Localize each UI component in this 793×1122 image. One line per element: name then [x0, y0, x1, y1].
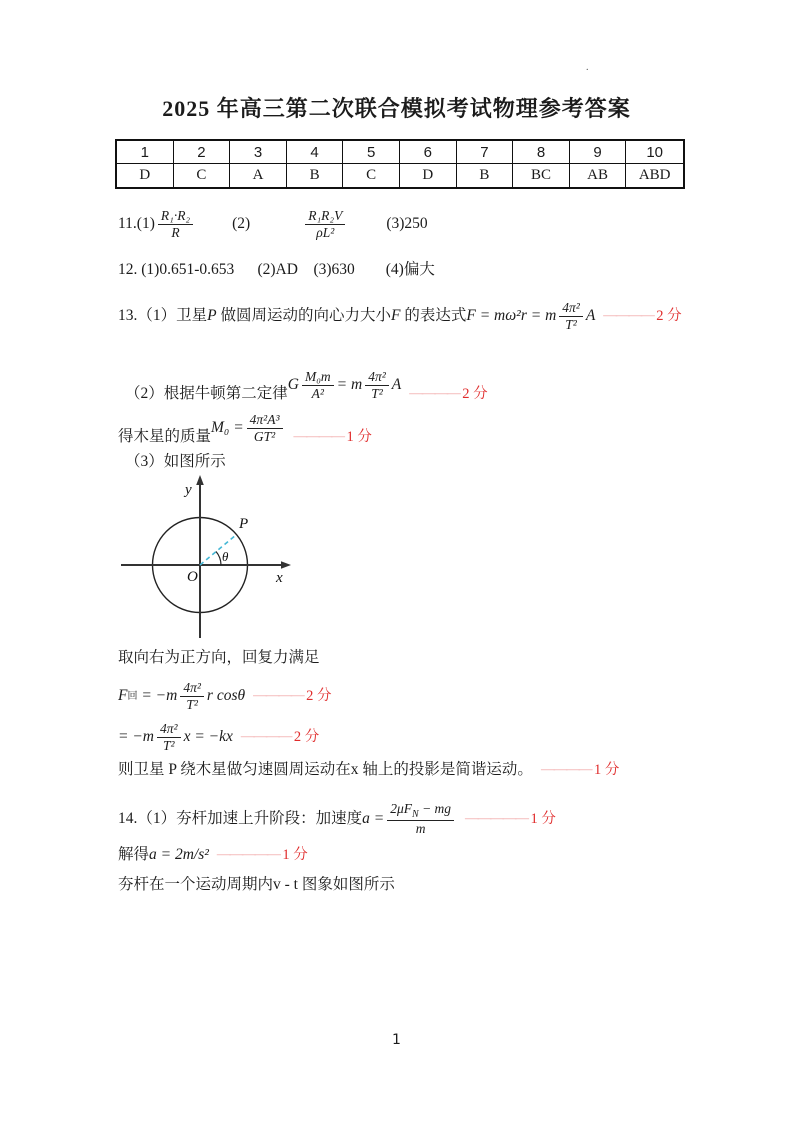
answer-table-header-cell: 10: [626, 141, 683, 164]
q13-restoring-text: 取向右为正方向，回复力满足: [118, 649, 320, 666]
answer-table-answer-cell: B: [287, 164, 344, 187]
radius-dashed-line: [200, 535, 237, 566]
answer-table-answer-cell: C: [343, 164, 400, 187]
score-dashes: ————: [540, 761, 591, 777]
answer-table-answer-cell: B: [457, 164, 514, 187]
q13-conclusion-text: 则卫星 P 绕木星做匀速圆周运动在x 轴上的投影是简谐运动。: [118, 761, 533, 778]
answer-table-answer-cell: D: [117, 164, 174, 187]
q11-line: [118, 200, 428, 248]
score-dashes: —————: [216, 846, 280, 862]
fraction: $\frac{\text{4π²}}{\text{T²}}$: [559, 300, 583, 332]
acceleration-equation-lhs: a =: [362, 809, 385, 827]
orbit-diagram: [115, 474, 295, 642]
q14-part1-text: 14.（1）夯杆加速上升阶段：加速度: [118, 809, 363, 827]
q13-conclusion-line: [118, 760, 619, 780]
fraction: $\frac{\text{M₀m}}{\text{A²}}$: [302, 369, 334, 401]
answer-table-header-cell: 8: [513, 141, 570, 164]
restoring-force-equation-rhs: r cosθ: [206, 686, 246, 704]
force-equation2-lhs: = −m: [118, 727, 154, 745]
restoring-force-equation: = −m: [137, 686, 178, 704]
score-badge: 1 分: [346, 428, 372, 445]
fraction: $\frac{\text{4π²}}{\text{T²}}$: [157, 721, 181, 753]
answer-table-header-row: [117, 141, 683, 164]
answer-table-header-cell: 6: [400, 141, 457, 164]
page-number: 1: [392, 1032, 401, 1048]
score-badge: 1 分: [593, 761, 620, 778]
y-axis-label: y: [185, 482, 192, 498]
subscript-n: N: [412, 808, 419, 820]
q13-part1-line: [118, 296, 682, 336]
q13-force-equation2-line: [118, 716, 319, 758]
q12-line: 12. (1)0.651-0.653 (2)AD (3)630 (4)偏大: [118, 261, 435, 278]
acceleration-result-equation: a = 2m/s²: [149, 846, 209, 863]
score-dashes: ————: [293, 428, 344, 444]
x-axis-arrow-icon: [281, 561, 291, 569]
jupiter-mass-equation: M₀ = $\frac{\text{4π²A³}}{\text{GT²}}$: [211, 412, 286, 444]
answer-table-header-cell: 5: [343, 141, 400, 164]
score-dashes: ————: [409, 385, 460, 401]
answer-table-answer-cell: A: [230, 164, 287, 187]
restoring-force-subscript: 回: [127, 690, 138, 702]
score-badge: 2 分: [656, 307, 682, 324]
fraction: $\frac{\text{R₁R₂V}}{\text{ρL²}}$: [305, 208, 345, 240]
numerator-part: 2μF: [390, 800, 413, 816]
x-axis-label: x: [276, 570, 283, 586]
answer-table-header-cell: 1: [117, 141, 174, 164]
answer-table-header-cell: 3: [230, 141, 287, 164]
q11-part3: (3)250: [386, 214, 428, 232]
centripetal-force-equation: F = mω²r = m: [466, 306, 557, 324]
answer-table-answer-cell: BC: [513, 164, 570, 187]
answer-table-header-cell: 4: [287, 141, 344, 164]
y-axis-arrow-icon: [196, 475, 204, 485]
fraction: $\frac{2\mu F_N - mg}{m}$: [387, 801, 454, 837]
q14-vt-text: 夯杆在一个运动周期内v - t 图象如图所示: [118, 876, 395, 893]
newton-second-law-equation: G $\frac{\text{M₀m}}{\text{A²}}$ = m $\frac{\text{4π²}}{\text{T²}}$ A: [287, 368, 402, 401]
score-dashes: ————: [603, 307, 654, 323]
numerator-part: − mg: [418, 800, 452, 816]
fraction: $\frac{\text{4π²}}{\text{T²}}$: [180, 680, 204, 712]
page-title: 2025 年高三第二次联合模拟考试物理参考答案: [162, 96, 631, 121]
score-dashes: ————: [253, 687, 304, 703]
var-f: F: [391, 306, 401, 324]
answer-table: [115, 139, 685, 189]
answer-table-answer-cell: AB: [570, 164, 627, 187]
answer-table-header-cell: 2: [174, 141, 231, 164]
force-equation2-rhs: x = −kx: [183, 727, 233, 745]
q13-mass-text: 得木星的质量: [118, 427, 212, 445]
theta-label: θ: [222, 549, 229, 564]
answer-table-answer-cell: ABD: [638, 167, 671, 183]
answer-table-answer-cell: C: [174, 164, 231, 187]
score-badge: 1 分: [282, 846, 308, 863]
answer-table-answer-cell: D: [400, 164, 457, 187]
score-badge: 2 分: [306, 687, 332, 704]
q13-part1-text: 13.（1）卫星: [118, 306, 208, 324]
answer-table-header-cell: 7: [457, 141, 514, 164]
q13-part2-text: （2）根据牛顿第二定律: [125, 384, 288, 402]
angle-arc: [216, 552, 221, 566]
point-p-label: P: [239, 516, 249, 532]
q13-part1-text: 的表达式: [400, 306, 467, 324]
q13-part2-line: [125, 368, 488, 416]
var-p: P: [207, 306, 217, 324]
q11-part2-label: (2): [232, 214, 251, 232]
fraction: $\frac{\text{4π²A³}}{\text{GT²}}$: [247, 412, 283, 444]
score-dashes: ————: [240, 728, 291, 744]
q13-force-equation-line: [118, 675, 331, 717]
score-badge: 2 分: [293, 728, 320, 745]
origin-label: O: [187, 569, 198, 585]
q13-part3-label: （3）如图所示: [125, 453, 226, 470]
fraction: $\frac{\text{R₁·R₂}}{R}$: [158, 208, 193, 240]
q14-part1-line: [118, 797, 556, 841]
answer-table-answer-row: [117, 164, 683, 187]
score-dashes: —————: [465, 810, 528, 826]
score-badge: 2 分: [462, 385, 488, 402]
q13-part1-text: 做圆周运动的向心力大小: [216, 306, 391, 324]
centripetal-force-equation-rhs: A: [585, 306, 596, 324]
restoring-force-symbol: F: [118, 686, 128, 704]
q11-prefix: 11.(1): [118, 214, 155, 232]
q14-solve-text: 解得: [118, 846, 150, 863]
answer-table-header-cell: 9: [570, 141, 627, 164]
score-badge: 1 分: [530, 810, 556, 827]
fraction: $\frac{\text{4π²}}{\text{T²}}$: [365, 369, 389, 401]
q14-solve-line: [118, 845, 308, 865]
stray-mark: .: [586, 62, 589, 73]
